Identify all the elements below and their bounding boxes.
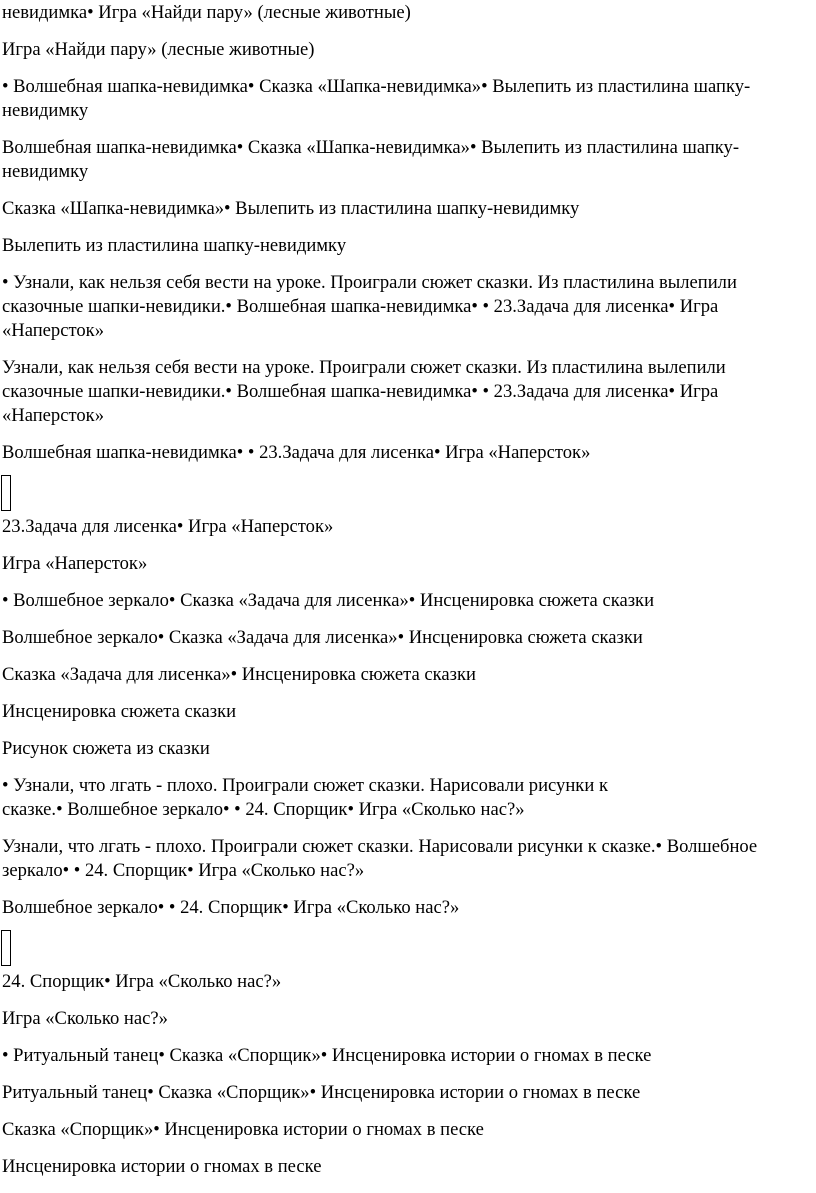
paragraph-25: Инсценировка истории о гномах в песке xyxy=(2,1156,322,1177)
paragraph-16: Рисунок сюжета из сказки xyxy=(2,738,210,759)
paragraph-24: Сказка «Спорщик»• Инсценировка истории о гномах в песке xyxy=(2,1119,484,1140)
paragraph-13: Волшебное зеркало• Сказка «Задача для лисенка»• Инсценировка сюжета сказки xyxy=(2,627,643,648)
empty-box xyxy=(1,475,11,511)
paragraph-21: Игра «Сколько нас?» xyxy=(2,1008,168,1029)
paragraph-14: Сказка «Задача для лисенка»• Инсценировка сюжета сказки xyxy=(2,664,476,685)
paragraph-11: Игра «Наперсток» xyxy=(2,553,148,574)
paragraph-7: • Узнали, как нельзя себя вести на уроке. Проиграли сюжет сказки. Из пластилина вылепили сказочные шапки-невидики.• Волшебная шапка-невидимка• • 23.Задача для лисенка• Игра «Наперсток» xyxy=(2,272,737,341)
paragraph-3: • Волшебная шапка-невидимка• Сказка «Шапка-невидимка»• Вылепить из пластилина шапку-невидимку xyxy=(2,76,751,121)
paragraph-5: Сказка «Шапка-невидимка»• Вылепить из пластилина шапку-невидимку xyxy=(2,198,580,219)
paragraph-4: Волшебная шапка-невидимка• Сказка «Шапка-невидимка»• Вылепить из пластилина шапку-невидимку xyxy=(2,137,740,182)
paragraph-10: 23.Задача для лисенка• Игра «Наперсток» xyxy=(2,516,334,537)
paragraph-18: Узнали, что лгать - плохо. Проиграли сюжет сказки. Нарисовали рисунки к сказке.• Волшебное зеркало• • 24. Спорщик• Игра «Сколько нас?» xyxy=(2,836,758,881)
paragraph-22: • Ритуальный танец• Сказка «Спорщик»• Инсценировка истории о гномах в песке xyxy=(2,1045,652,1066)
paragraph-6: Вылепить из пластилина шапку-невидимку xyxy=(2,235,347,256)
paragraph-19: Волшебное зеркало• • 24. Спорщик• Игра «Сколько нас?» xyxy=(2,897,460,918)
empty-box xyxy=(1,930,11,966)
paragraph-12: • Волшебное зеркало• Сказка «Задача для лисенка»• Инсценировка сюжета сказки xyxy=(2,590,655,611)
paragraph-23: Ритуальный танец• Сказка «Спорщик»• Инсценировка истории о гномах в песке xyxy=(2,1082,641,1103)
paragraph-2: Игра «Найди пару» (лесные животные) xyxy=(2,39,315,60)
paragraph-20: 24. Спорщик• Игра «Сколько нас?» xyxy=(2,971,282,992)
paragraph-9: Волшебная шапка-невидимка• • 23.Задача для лисенка• Игра «Наперсток» xyxy=(2,442,591,463)
paragraph-17: • Узнали, что лгать - плохо. Проиграли сюжет сказки. Нарисовали рисунки к сказке.• Волшебное зеркало• • 24. Спорщик• Игра «Сколько нас?» xyxy=(2,775,608,820)
paragraph-1: невидимка• Игра «Найди пару» (лесные животные) xyxy=(2,2,411,23)
paragraph-15: Инсценировка сюжета сказки xyxy=(2,701,237,722)
paragraph-8: Узнали, как нельзя себя вести на уроке. Проиграли сюжет сказки. Из пластилина вылепили сказочные шапки-невидики.• Волшебная шапка-невидимка• • 23.Задача для лисенка• Игра «Наперсток» xyxy=(2,357,726,426)
